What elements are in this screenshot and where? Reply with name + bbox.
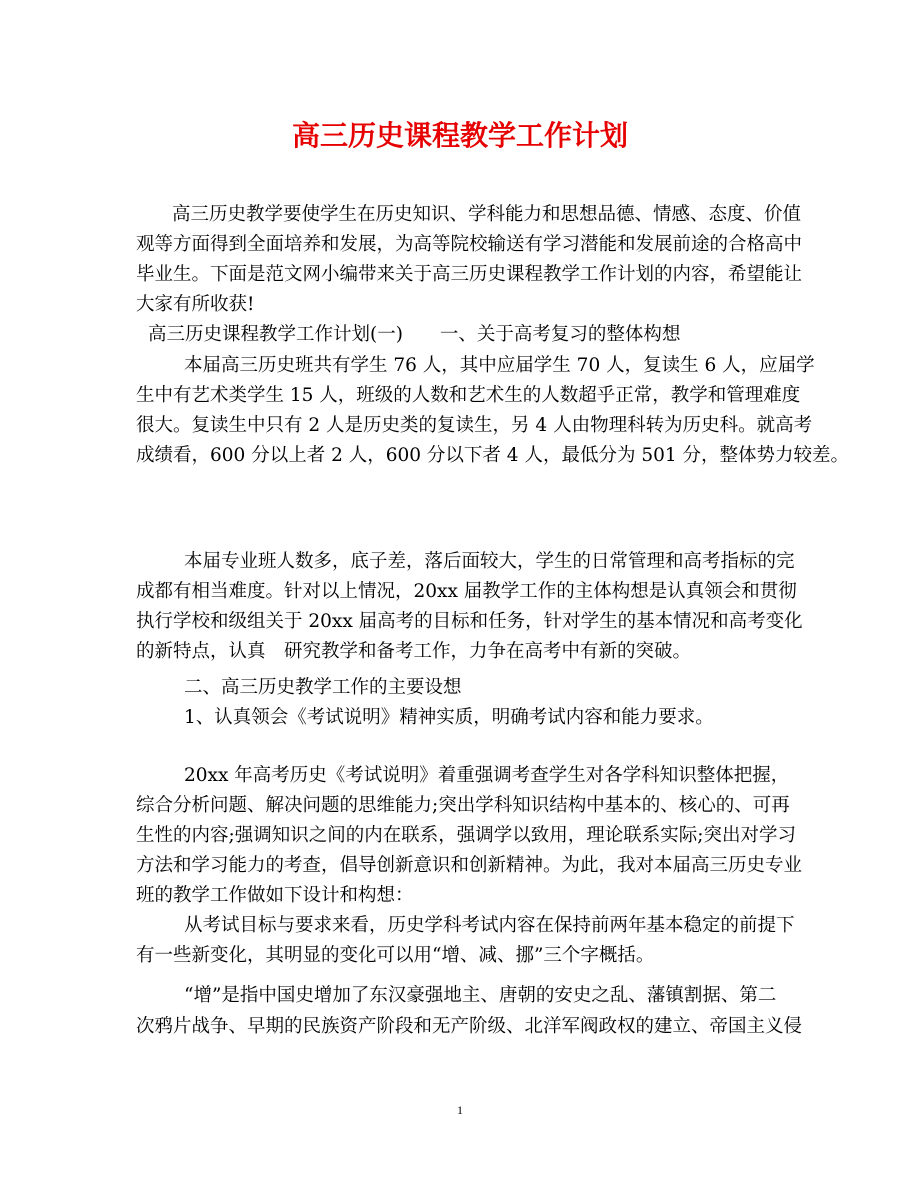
section-heading-line: 高三历史课程教学工作计划(一) 一、关于高考复习的整体构想 [148, 324, 681, 345]
paragraph-line: 很大。复读生中只有 2 人是历史类的复读生，另 4 人由物理科转为历史科。就高考 [136, 415, 813, 436]
paragraph-line: 班的教学工作做如下设计和构想： [136, 885, 414, 906]
document-body-continued [136, 765, 803, 1075]
paragraph-line: 20xx 年高考历史《考试说明》着重强调考查学生对各学科知识整体把握， [184, 765, 790, 786]
paragraph-line: 执行学校和级组关于 20xx 届高考的目标和任务，针对学生的基本情况和高考变化 [136, 611, 803, 632]
paragraph-line: 高三历史教学要使学生在历史知识、学科能力和思想品德、情感、态度、价值 [172, 204, 802, 225]
page-number: 1 [457, 1103, 463, 1117]
document-body [136, 198, 850, 778]
paragraph-line: 次鸦片战争、早期的民族资产阶段和无产阶级、北洋军阀政权的建立、帝国主义侵 [136, 1016, 803, 1037]
paragraph-line: 有一些新变化，其明显的变化可以用“增、减、挪”三个字概括。 [136, 945, 655, 966]
subheading-line: 1、认真领会《考试说明》精神实质，明确考试内容和能力要求。 [184, 707, 714, 728]
paragraph-line: 毕业生。下面是范文网小编带来关于高三历史课程教学工作计划的内容，希望能让 [136, 264, 803, 285]
paragraph-line: 综合分析问题、解决问题的思维能力;突出学科知识结构中基本的、核心的、可再 [136, 795, 790, 816]
paragraph-line: “增”是指中国史增加了东汉豪强地主、唐朝的安史之乱、藩镇割据、第二 [184, 985, 777, 1006]
paragraph-line: 的新特点，认真 研究教学和备考工作，力争在高考中有新的突破。 [136, 641, 692, 662]
paragraph-line: 成都有相当难度。针对以上情况，20xx 届教学工作的主体构想是认真领会和贯彻 [136, 581, 797, 602]
paragraph-line: 生中有艺术类学生 15 人，班级的人数和艺术生的人数超乎正常，教学和管理难度 [136, 385, 801, 406]
paragraph-line: 成绩看，600 分以上者 2 人，600 分以下者 4 人，最低分为 501 分，整体势力较差。 [136, 445, 850, 466]
paragraph-line: 本届专业班人数多，底子差，落后面较大，学生的日常管理和高考指标的完 [184, 551, 795, 572]
paragraph-line: 本届高三历史班共有学生 76 人，其中应届学生 70 人，复读生 6 人，应届学 [184, 355, 815, 376]
paragraph-line: 大家有所收获! [136, 294, 255, 315]
paragraph-line: 方法和学习能力的考查，倡导创新意识和创新精神。为此，我对本届高三历史专业 [136, 855, 803, 876]
document-title: 高三历史课程教学工作计划 [291, 119, 628, 152]
paragraph-line: 生性的内容;强调知识之间的内在联系，强调学以致用，理论联系实际;突出对学习 [136, 825, 796, 846]
section-heading-line: 二、高三历史教学工作的主要设想 [184, 677, 462, 698]
paragraph-line: 观等方面得到全面培养和发展，为高等院校输送有学习潜能和发展前途的合格高中 [136, 234, 803, 255]
paragraph-line: 从考试目标与要求来看，历史学科考试内容在保持前两年基本稳定的前提下 [184, 915, 795, 936]
